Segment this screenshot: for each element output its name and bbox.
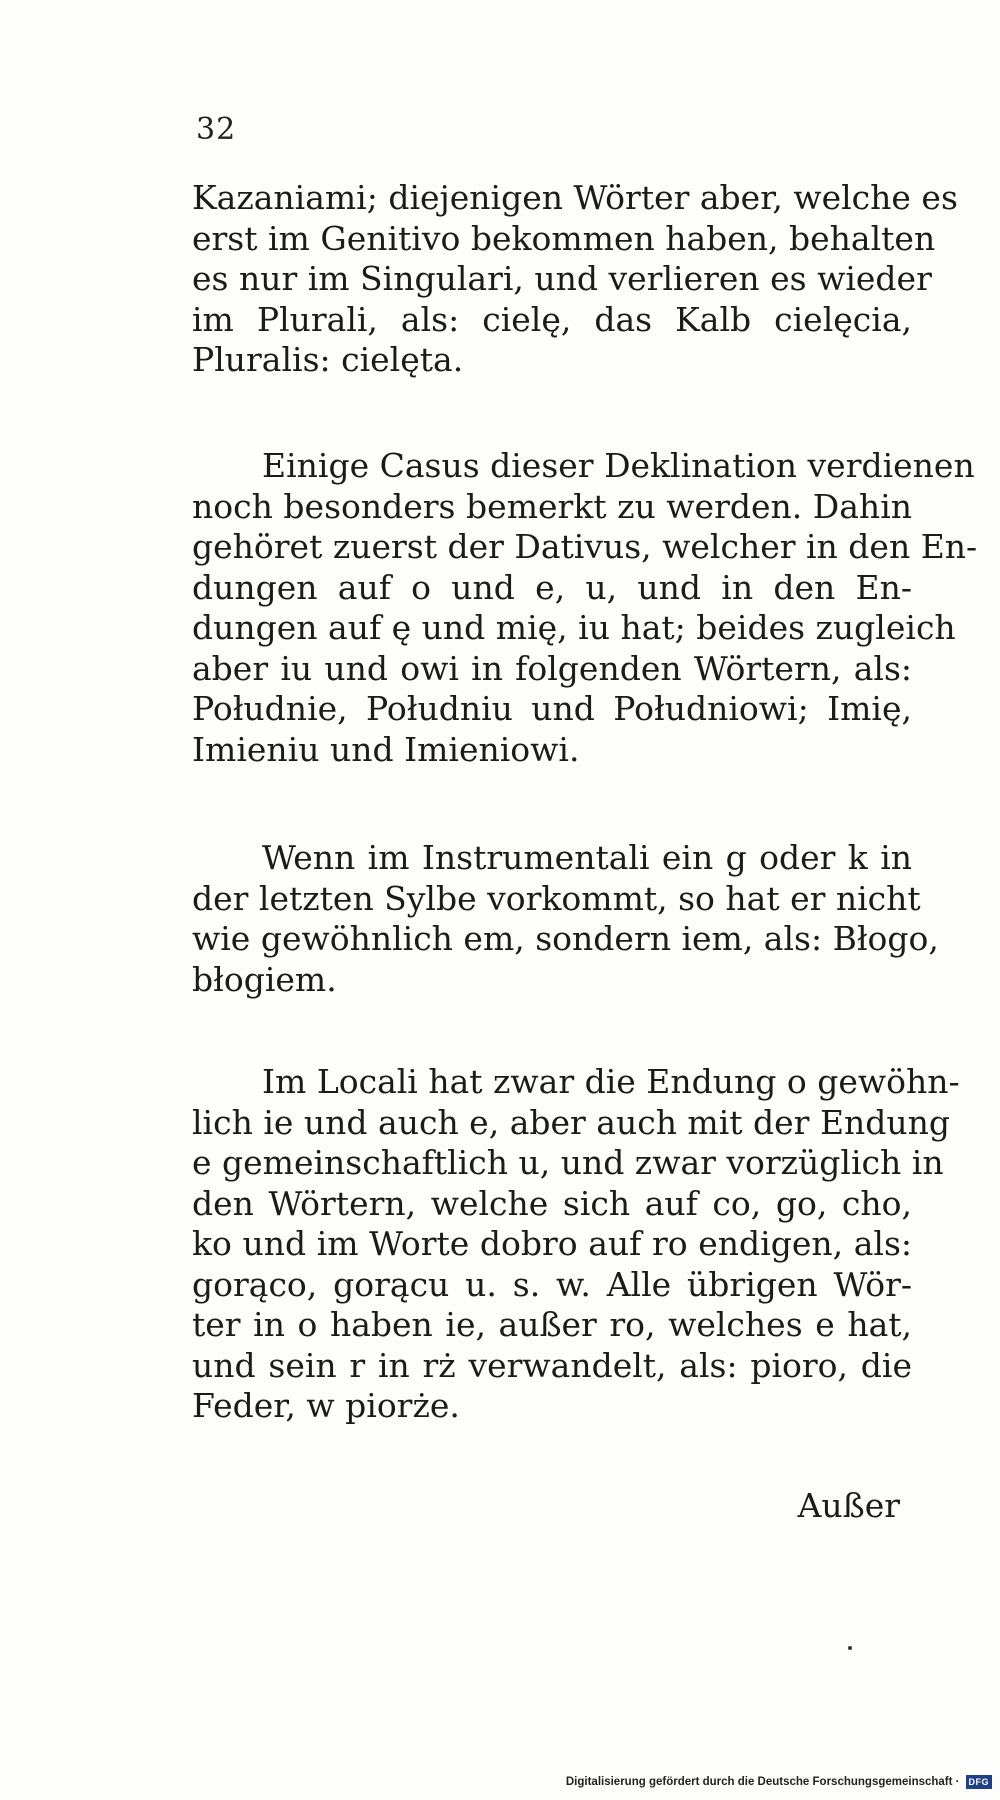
- paragraph-2: [192, 446, 978, 770]
- text-line: dungen auf ę und mię, iu hat; beides zugleich: [192, 608, 956, 647]
- page-number: 32: [196, 112, 237, 147]
- text-line: Imieniu und Imieniowi.: [192, 729, 580, 769]
- text-line: Pluralis: cielęta.: [192, 340, 464, 379]
- text-line: den Wörtern, welche sich auf co, go, cho,: [192, 1183, 912, 1223]
- catchword: Außer: [797, 1486, 900, 1525]
- text-line: erst im Genitivo bekommen haben, behalten: [192, 218, 936, 258]
- paragraph-4: [192, 1062, 960, 1427]
- text-line: der letzten Sylbe vorkommt, so hat er nicht: [192, 878, 921, 918]
- text-line: aber iu und owi in folgenden Wörtern, als:: [192, 648, 912, 688]
- text-line: gehöret zuerst der Dativus, welcher in den En-: [192, 527, 978, 566]
- text-line: gorąco, gorącu u. s. w. Alle übrigen Wör-: [192, 1264, 912, 1304]
- text-line: Kazaniami; diejenigen Wörter aber, welche es: [192, 178, 958, 217]
- text-line: dungen auf o und e, u, und in den En-: [192, 567, 912, 607]
- text-line: wie gewöhnlich em, sondern iem, als: Błogo,: [192, 919, 939, 958]
- text-line: es nur im Singulari, und verlieren es wieder: [192, 259, 932, 298]
- digitization-banner: [566, 1772, 992, 1792]
- text-line: noch besonders bemerkt zu werden. Dahin: [192, 486, 912, 526]
- paragraph-1: [192, 178, 958, 381]
- funding-notice: Digitalisierung gefördert durch die Deutsche Forschungsgemeinschaft ·: [565, 1776, 960, 1788]
- text-line: und sein r in rż verwandelt, als: pioro, die: [192, 1345, 912, 1385]
- text-line: Wenn im Instrumentali ein g oder k in: [262, 838, 912, 877]
- dfg-logo-icon: DFG: [966, 1775, 993, 1789]
- text-line: im Plurali, als: cielę, das Kalb cielęcia,: [192, 299, 912, 339]
- text-line: błogiem.: [192, 959, 337, 999]
- text-line: Feder, w piorże.: [192, 1386, 460, 1425]
- text-line: Einige Casus dieser Deklination verdienen: [262, 446, 975, 485]
- text-line: Im Locali hat zwar die Endung o gewöhn-: [262, 1062, 960, 1101]
- ink-speck: [848, 1646, 852, 1650]
- text-line: ter in o haben ie, außer ro, welches e hat,: [192, 1305, 912, 1344]
- text-line: e gemeinschaftlich u, und zwar vorzüglich in: [192, 1143, 944, 1182]
- text-line: Południe, Południu und Południowi; Imię,: [192, 689, 912, 728]
- text-line: lich ie und auch e, aber auch mit der Endung: [192, 1102, 951, 1142]
- paragraph-3: [192, 838, 939, 1000]
- text-line: ko und im Worte dobro auf ro endigen, als:: [192, 1224, 912, 1263]
